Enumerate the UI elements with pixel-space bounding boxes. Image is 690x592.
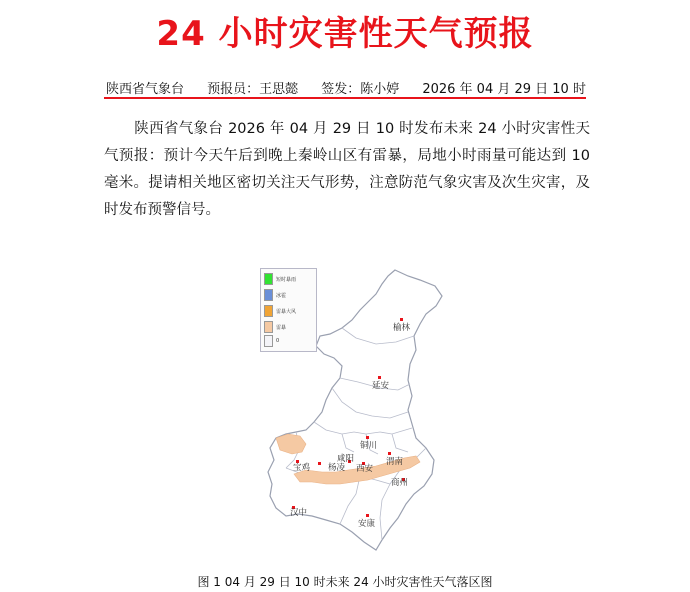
agency-name: 陕西省气象台 bbox=[106, 82, 185, 97]
page-title: 24 小时灾害性天气预报 bbox=[156, 14, 534, 54]
map-legend bbox=[260, 268, 317, 352]
legend-label: 雷暴大风 bbox=[276, 308, 297, 315]
city-label-yanan: 延安 bbox=[372, 381, 390, 391]
legend-swatch-hail bbox=[264, 289, 273, 301]
legend-swatch-none bbox=[264, 335, 273, 347]
figure-caption: 图 1 04 月 29 日 10 时未来 24 小时灾害性天气落区图 bbox=[197, 575, 493, 589]
header-divider bbox=[104, 97, 586, 99]
city-label-baoji: 宝鸡 bbox=[293, 463, 311, 473]
legend-label: 0 bbox=[276, 338, 280, 344]
issue-time: 2026 年 04 月 29 日 10 时 bbox=[422, 82, 586, 97]
city-label-hanzhong: 汉中 bbox=[290, 508, 308, 518]
legend-label: 冰雹 bbox=[276, 292, 287, 299]
legend-label: 短时暴雨 bbox=[276, 276, 297, 283]
legend-swatch-gale bbox=[264, 305, 273, 317]
header-meta bbox=[106, 78, 586, 97]
city-marker bbox=[318, 462, 321, 465]
forecast-text: 陕西省气象台 2026 年 04 月 29 日 10 时发布未来 24 小时灾害性天气预报：预计今天午后到晚上秦岭山区有雷暴，局地小时雨量可能达到 10 毫米。提请相关地区密切关注天气形势，注意防范气象灾害及次生灾害，及时发布预警信号。 bbox=[104, 121, 590, 218]
legend-item bbox=[264, 335, 279, 347]
legend-item bbox=[264, 273, 296, 285]
city-label-yulin: 榆林 bbox=[393, 323, 411, 333]
legend-item bbox=[264, 321, 286, 333]
forecaster: 预报员：王思懿 bbox=[207, 82, 299, 97]
forecast-paragraph bbox=[104, 116, 590, 224]
city-label-yangling: 杨凌 bbox=[328, 463, 346, 473]
signer: 签发：陈小婷 bbox=[321, 82, 400, 97]
legend-item bbox=[264, 305, 296, 317]
city-label-tongchuan: 铜川 bbox=[360, 441, 378, 451]
city-label-xianyang: 咸阳 bbox=[337, 454, 355, 464]
legend-label: 雷暴 bbox=[276, 324, 287, 331]
city-label-ankang: 安康 bbox=[358, 519, 376, 529]
legend-item bbox=[264, 289, 286, 301]
city-label-shangzhou: 商州 bbox=[391, 478, 409, 488]
legend-swatch-rainstorm bbox=[264, 273, 273, 285]
legend-swatch-thunder bbox=[264, 321, 273, 333]
city-label-weinan: 渭南 bbox=[386, 457, 404, 467]
city-label-xian: 西安 bbox=[356, 464, 374, 474]
